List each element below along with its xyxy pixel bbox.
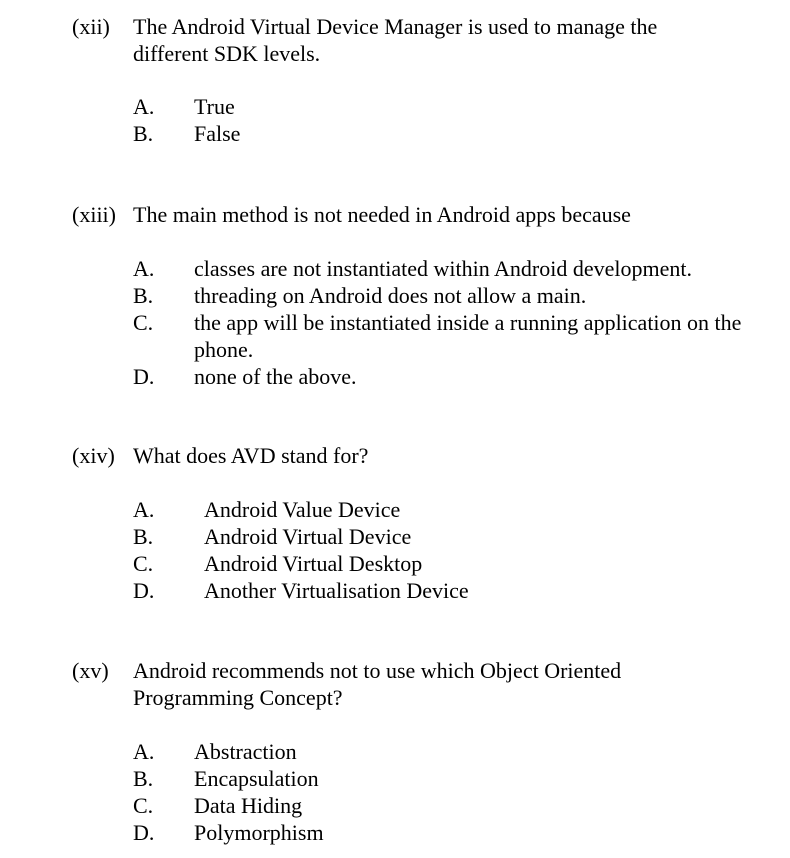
option-text: Abstraction <box>194 739 297 764</box>
option-letter: D. <box>133 820 155 845</box>
option-text: Encapsulation <box>194 766 319 791</box>
option-letter: D. <box>133 578 155 603</box>
option-text: none of the above. <box>194 364 357 389</box>
option-text: Android Virtual Device <box>204 524 412 549</box>
question-number: (xv) <box>72 658 109 683</box>
option-letter: B. <box>133 283 154 308</box>
question-text: The main method is not needed in Android apps because <box>133 202 631 227</box>
option-text: Android Virtual Desktop <box>204 551 423 576</box>
question-number: (xiv) <box>72 443 115 468</box>
option-letter: A. <box>133 739 155 764</box>
option-letter: C. <box>133 551 154 576</box>
question-number: (xiii) <box>72 202 116 227</box>
option-text: threading on Android does not allow a main. <box>194 283 587 308</box>
question-text: Android recommends not to use which Object Oriented Programming Concept? <box>133 658 622 710</box>
option-letter: A. <box>133 497 155 522</box>
option-text: True <box>194 94 235 119</box>
question-text: The Android Virtual Device Manager is used to manage the different SDK levels. <box>133 14 658 66</box>
option-letter: A. <box>133 256 155 281</box>
question-text: What does AVD stand for? <box>133 443 369 468</box>
option-letter: A. <box>133 94 155 119</box>
option-letter: C. <box>133 310 154 335</box>
option-text: Polymorphism <box>194 820 324 845</box>
option-letter: B. <box>133 766 154 791</box>
option-letter: B. <box>133 121 154 146</box>
option-text: Android Value Device <box>204 497 401 522</box>
option-text: the app will be instantiated inside a running application on the phone. <box>194 310 742 362</box>
option-letter: B. <box>133 524 154 549</box>
option-text: False <box>194 121 241 146</box>
option-letter: C. <box>133 793 154 818</box>
option-text: Data Hiding <box>194 793 303 818</box>
question-number: (xii) <box>72 14 110 39</box>
option-text: Another Virtualisation Device <box>204 578 469 603</box>
option-letter: D. <box>133 364 155 389</box>
option-text: classes are not instantiated within Android development. <box>194 256 692 281</box>
